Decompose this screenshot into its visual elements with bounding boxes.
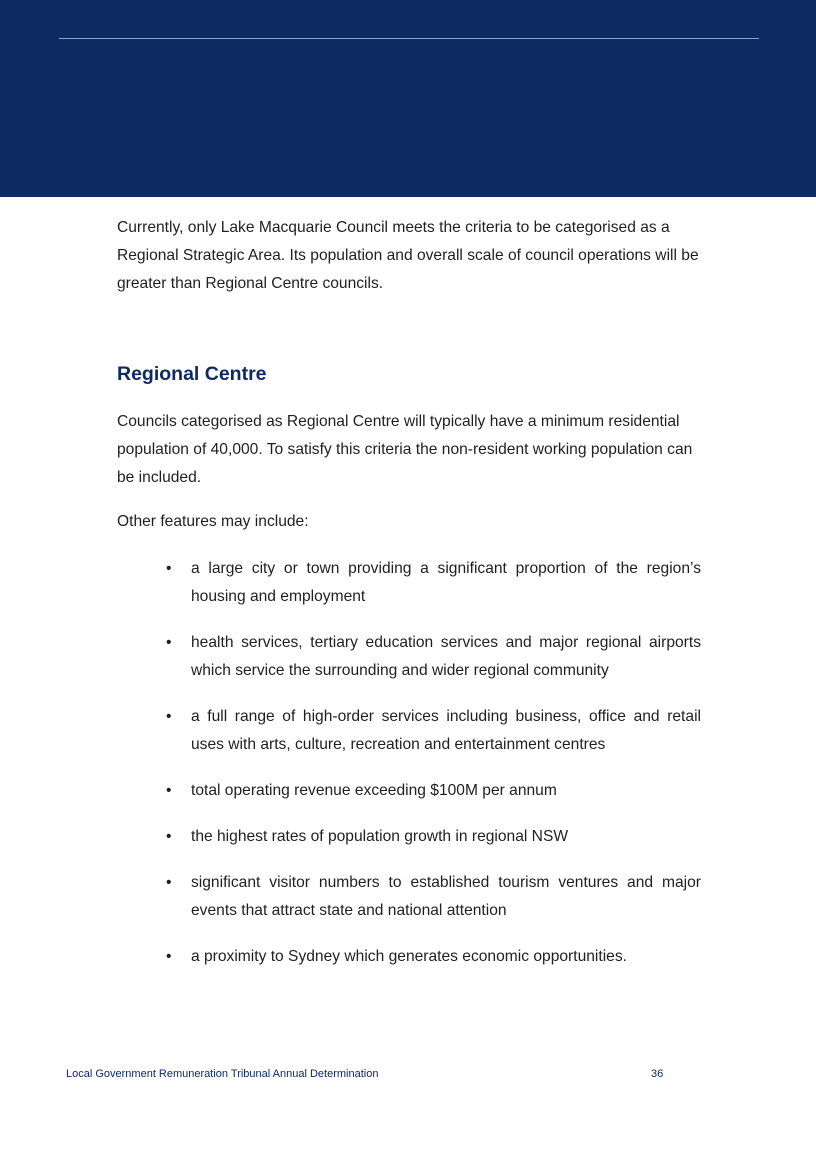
- list-item: [166, 823, 701, 851]
- list-item: [166, 869, 701, 925]
- bullet-icon: •: [166, 828, 172, 845]
- bullet-icon: •: [166, 874, 172, 891]
- list-item: [166, 943, 701, 971]
- intro-paragraph: Currently, only Lake Macquarie Council meets the criteria to be categorised as a Regional Strategic Area. Its population and overall scale of council operations will be greater than Regional Centre councils.: [117, 219, 699, 292]
- header-divider: [59, 38, 759, 39]
- bullet-icon: •: [166, 948, 172, 965]
- list-item-text: the highest rates of population growth in regional NSW: [191, 828, 569, 845]
- list-item: [166, 555, 701, 611]
- section-body: [117, 408, 702, 492]
- list-item-text: a large city or town providing a significant proportion of the region’s housing and employment: [191, 560, 701, 605]
- header-band: [0, 0, 816, 197]
- list-item: [166, 629, 701, 685]
- bullet-icon: •: [166, 782, 172, 799]
- other-features-label: Other features may include:: [117, 513, 309, 530]
- bullet-icon: •: [166, 560, 172, 577]
- list-item-text: total operating revenue exceeding $100M per annum: [191, 782, 557, 799]
- list-item: [166, 777, 701, 805]
- other-features-intro: [117, 508, 702, 536]
- bullet-icon: •: [166, 708, 172, 725]
- list-item: [166, 703, 701, 759]
- page-number: 36: [651, 1068, 664, 1080]
- list-item-text: health services, tertiary education services and major regional airports which service the surrounding and wider regional community: [191, 634, 701, 679]
- features-list: [166, 555, 701, 989]
- section-heading: Regional Centre: [117, 363, 267, 385]
- list-item-text: a proximity to Sydney which generates economic opportunities.: [191, 948, 627, 965]
- section-body-paragraph: Councils categorised as Regional Centre will typically have a minimum residential population of 40,000. To satisfy this criteria the non-resident working population can be included.: [117, 413, 693, 486]
- footer-title: Local Government Remuneration Tribunal Annual Determination: [66, 1068, 379, 1080]
- bullet-icon: •: [166, 634, 172, 651]
- intro-section: [117, 214, 702, 298]
- list-item-text: significant visitor numbers to established tourism ventures and major events that attract state and national attention: [191, 874, 701, 919]
- list-item-text: a full range of high-order services including business, office and retail uses with arts, culture, recreation and entertainment centres: [191, 708, 701, 753]
